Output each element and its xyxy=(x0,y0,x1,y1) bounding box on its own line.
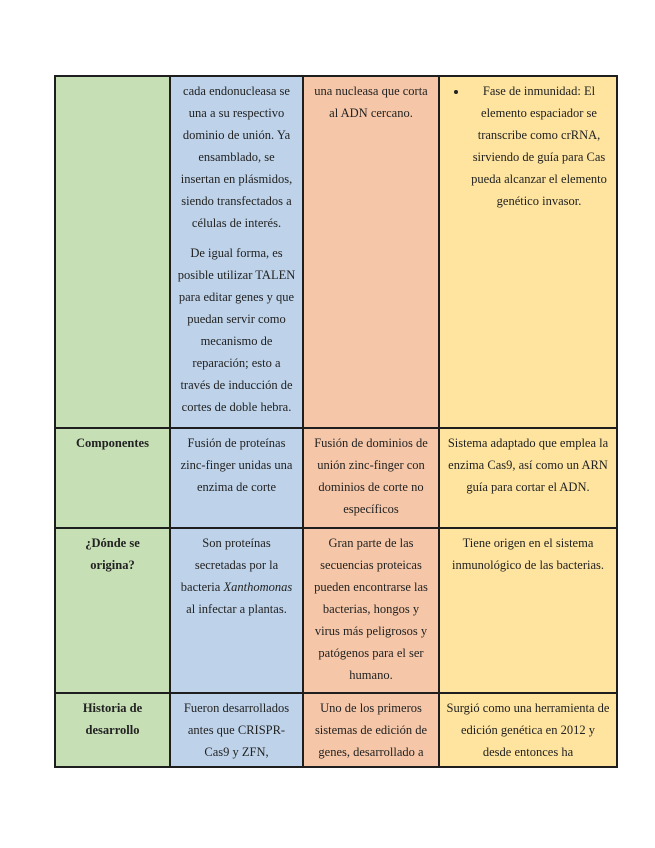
comparison-table xyxy=(54,75,618,768)
paragraph: cada endonucleasa se una a su respectivo dominio de unión. Ya ensamblado, se insertan en plásmidos, siendo transfectados a células de interés. xyxy=(180,84,293,230)
row-label-cell xyxy=(55,76,170,428)
table-row xyxy=(55,76,617,428)
table-row xyxy=(55,528,617,693)
row-label-cell: Historia de desarrollo xyxy=(55,693,170,767)
zfn-cell: una nucleasa que corta al ADN cercano. xyxy=(303,76,439,428)
text-run: Son proteínas secretadas por la bacteria xyxy=(180,536,279,594)
crispr-cell xyxy=(439,76,617,428)
talen-cell: Fueron desarrollados antes que CRISPR-Cas9 y ZFN, xyxy=(170,693,303,767)
row-label-cell: Componentes xyxy=(55,428,170,528)
crispr-cell: Tiene origen en el sistema inmunológico de las bacterias. xyxy=(439,528,617,693)
bullet-list xyxy=(446,80,610,212)
zfn-cell: Fusión de dominios de unión zinc-finger con dominios de corte no específicos xyxy=(303,428,439,528)
crispr-cell: Sistema adaptado que emplea la enzima Cas9, así como un ARN guía para cortar el ADN. xyxy=(439,428,617,528)
text-run: al infectar a plantas. xyxy=(186,602,287,616)
paragraph: De igual forma, es posible utilizar TALEN para editar genes y que puedan servir como mecanismo de reparación; esto a través de inducción de cortes de doble hebra. xyxy=(177,246,296,414)
zfn-cell: Gran parte de las secuencias proteicas pueden encontrarse las bacterias, hongos y virus más peligrosos y patógenos para el ser humano. xyxy=(303,528,439,693)
species-name: Xanthomonas xyxy=(223,580,293,594)
talen-cell: Fusión de proteínas zinc-finger unidas una enzima de corte xyxy=(170,428,303,528)
crispr-cell: Surgió como una herramienta de edición genética en 2012 y desde entonces ha xyxy=(439,693,617,767)
list-item: • Fase de inmunidad: El elemento espaciador se transcribe como crRNA, sirviendo de guía para Cas pueda alcanzar el elemento genético invasor. xyxy=(468,80,610,212)
talen-cell xyxy=(170,76,303,428)
table-row xyxy=(55,428,617,528)
talen-cell xyxy=(170,528,303,693)
table-row xyxy=(55,693,617,767)
row-label-cell: ¿Dónde se origina? xyxy=(55,528,170,693)
zfn-cell: Uno de los primeros sistemas de edición de genes, desarrollado a xyxy=(303,693,439,767)
